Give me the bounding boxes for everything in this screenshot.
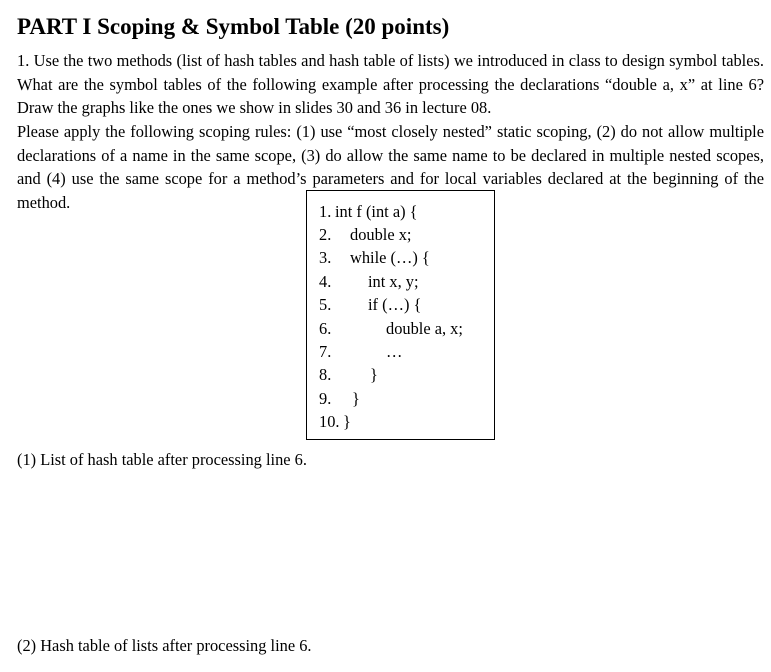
line-text: double a, x; [386, 319, 463, 338]
line-text: } [352, 389, 360, 408]
code-line-10 [319, 411, 351, 433]
line-text: double x; [350, 225, 412, 244]
question-paragraph: 1. Use the two methods (list of hash tables and hash table of lists) we introduced in class to design symbol tables. What are the symbol tables of the following example after processing the declarations “double a, x” at line 6? Draw the graphs like the ones we show in slides 30 and 36 in lecture 08. [17, 51, 764, 118]
code-line-6 [319, 318, 463, 340]
line-number: 2. [319, 225, 332, 244]
code-line-3 [319, 247, 430, 269]
line-text: … [386, 342, 403, 361]
line-number: 1. [319, 202, 332, 221]
code-line-1 [319, 201, 418, 223]
line-number: 8. [319, 365, 332, 384]
line-number: 5. [319, 295, 332, 314]
page-heading: PART I Scoping & Symbol Table (20 points) [17, 14, 450, 39]
code-line-7 [319, 341, 403, 363]
line-text: int x, y; [368, 272, 419, 291]
line-number: 9. [319, 389, 332, 408]
line-number: 7. [319, 342, 332, 361]
code-line-4 [319, 271, 419, 293]
line-number: 6. [319, 319, 332, 338]
subquestion-list-of-hash-tables: (1) List of hash table after processing line 6. [17, 450, 307, 469]
line-text: while (…) { [350, 248, 430, 267]
line-number: 4. [319, 272, 332, 291]
scoping-rules-paragraph: Please apply the following scoping rules: (1) use “most closely nested” static scoping, (2) do not allow multiple declarations of a name in the same scope, (3) do allow the same name to be declared in multiple nested scopes, and (4) use the same scope for a method’s parameters and for local variables declared at the beginning of the method. [17, 122, 764, 212]
code-line-9 [319, 388, 360, 410]
code-line-8 [319, 364, 378, 386]
line-number: 10. [319, 412, 340, 431]
line-text: } [343, 412, 351, 431]
code-line-2 [319, 224, 412, 246]
code-listing-box [306, 190, 495, 440]
line-number: 3. [319, 248, 332, 267]
code-line-5 [319, 294, 422, 316]
line-text: int f (int a) { [335, 202, 418, 221]
line-text: } [370, 365, 378, 384]
subquestion-hash-table-of-lists: (2) Hash table of lists after processing line 6. [17, 636, 312, 655]
line-text: if (…) { [368, 295, 422, 314]
